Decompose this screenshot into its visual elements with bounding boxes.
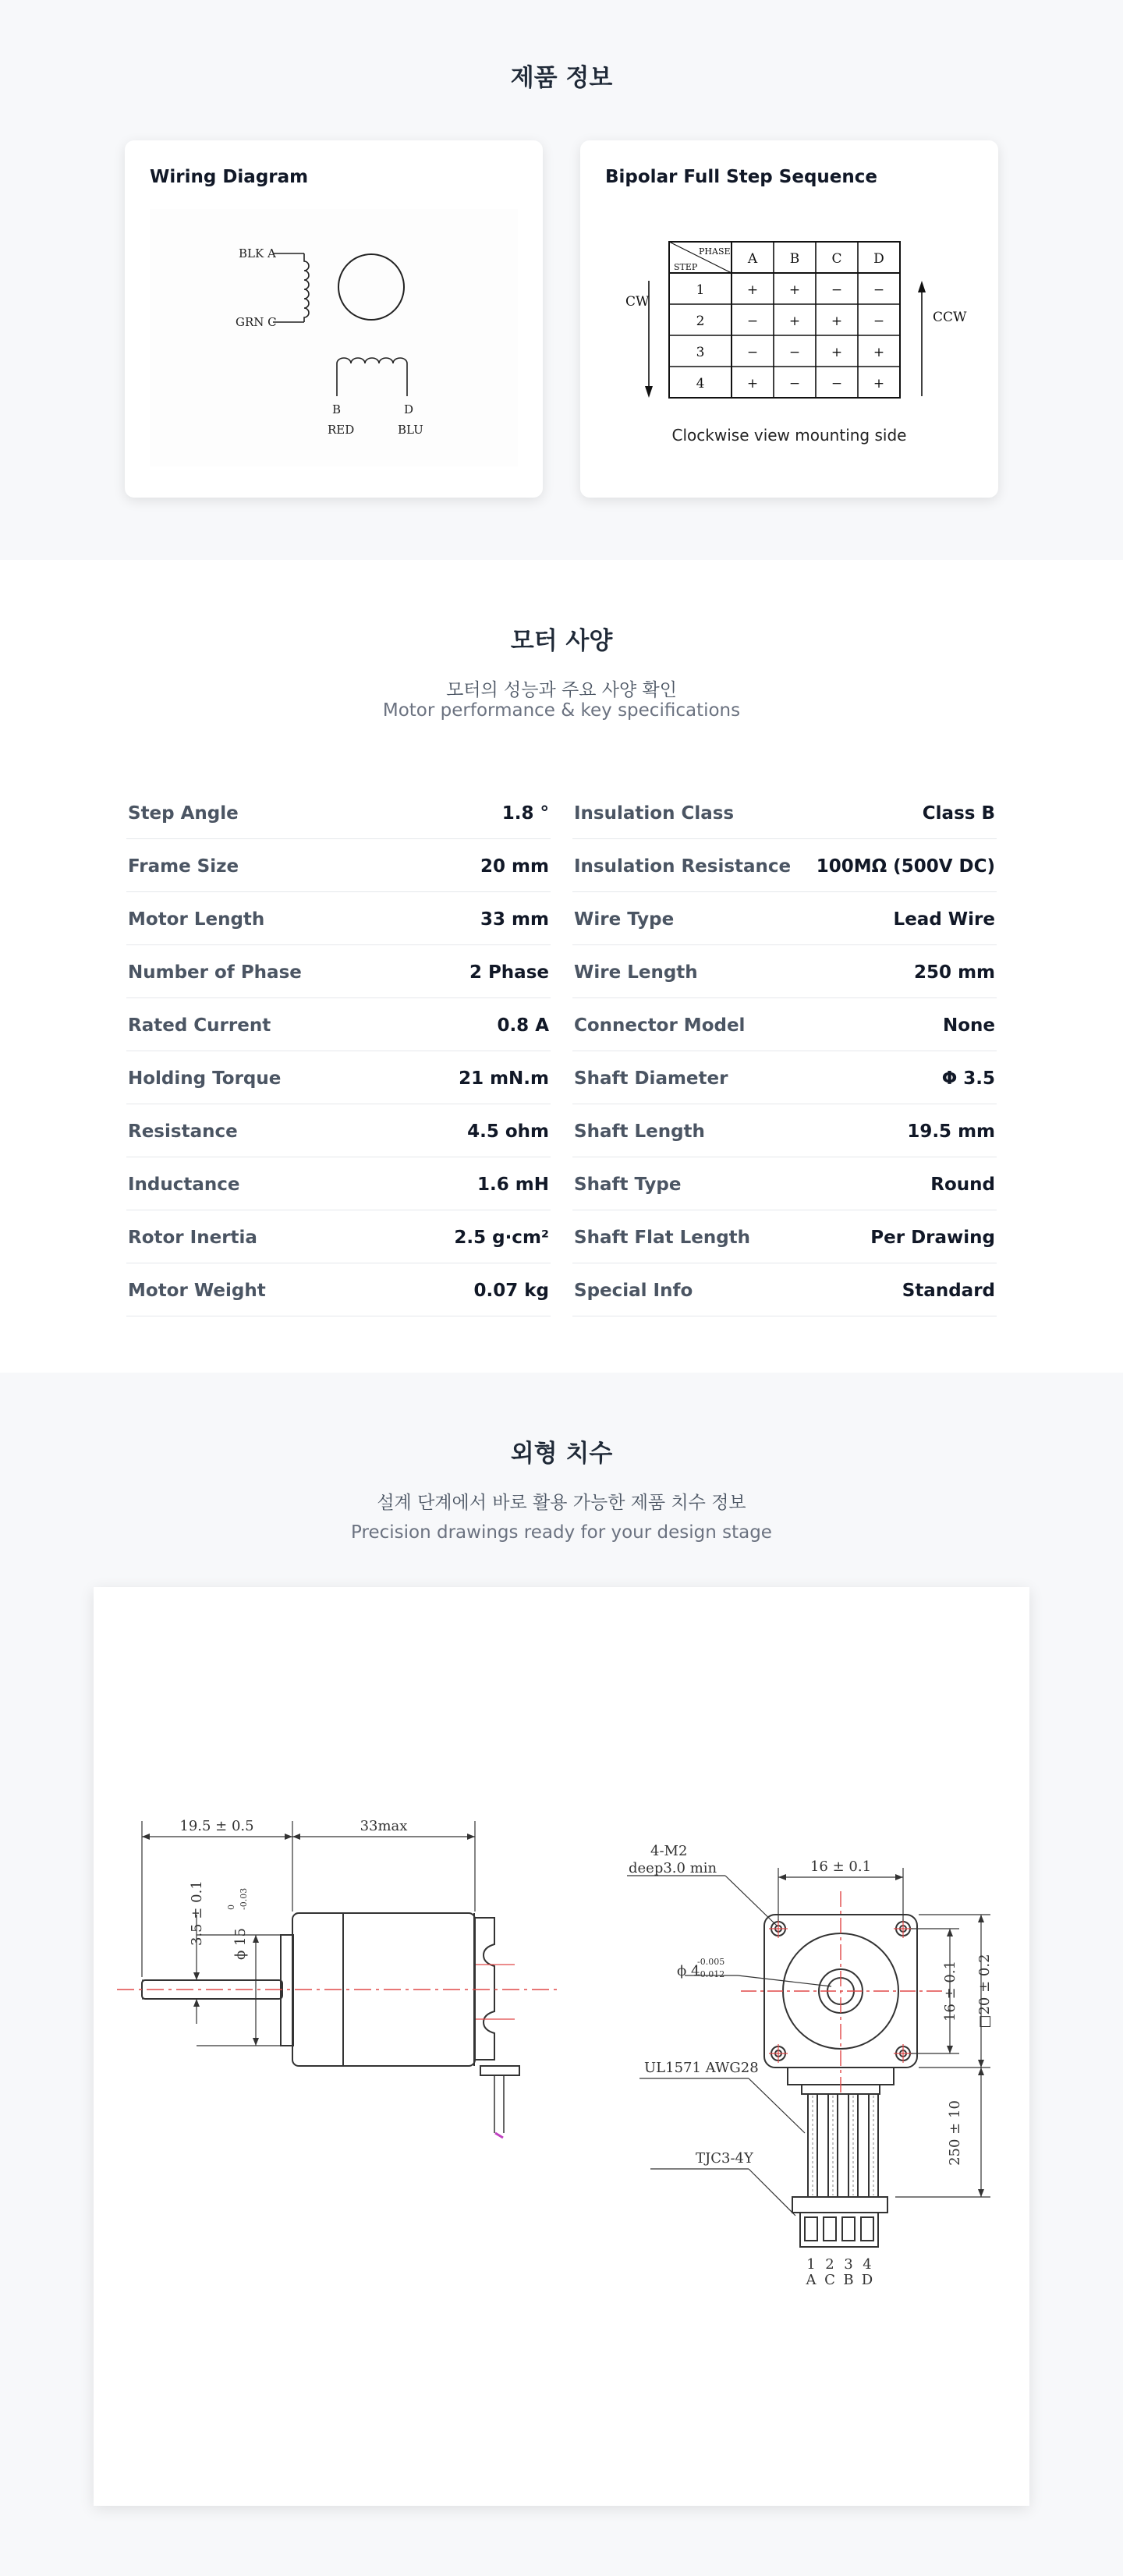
spec-row: [572, 1051, 997, 1104]
spec-row: [126, 1104, 551, 1157]
dim-wire-spec: UL1571 AWG28: [644, 2060, 759, 2076]
dim-hole-pitch-vertical: 16 ± 0.1: [942, 1960, 958, 2022]
spec-label: Wire Type: [574, 909, 675, 930]
step-1: 1: [696, 282, 705, 298]
spec-label: Rotor Inertia: [128, 1228, 257, 1248]
dimensions-subtitle-kr: 설계 단계에서 바로 활용 가능한 제품 치수 정보: [377, 1493, 746, 1513]
spec-value: Φ 3.5: [941, 1068, 995, 1089]
spec-label: Special Info: [574, 1281, 693, 1301]
dim-screw-depth: deep3.0 min: [629, 1860, 717, 1876]
spec-row: [126, 1263, 551, 1316]
col-d: D: [873, 251, 884, 267]
cell-4b: −: [788, 376, 801, 392]
cell-1b: +: [788, 282, 801, 298]
cell-2d: −: [873, 314, 885, 329]
spec-row: [572, 998, 997, 1051]
pin-number-2: 2: [825, 2256, 834, 2273]
spec-value: 100MΩ (500V DC): [816, 856, 995, 877]
dim-hole-pitch: 16 ± 0.1: [809, 1858, 872, 1875]
spec-label: Shaft Type: [574, 1175, 682, 1195]
step-3: 3: [696, 345, 705, 360]
wire-label-red: RED: [328, 423, 355, 437]
spec-value: Standard: [902, 1281, 995, 1301]
wire-label-grn-c: GRN C: [236, 315, 277, 329]
cell-4a: +: [746, 376, 759, 392]
step-sequence-title: Bipolar Full Step Sequence: [605, 167, 877, 187]
wiring-diagram: [150, 209, 518, 466]
spec-label: Shaft Length: [574, 1121, 705, 1142]
spec-value: 21 mN.m: [459, 1068, 549, 1089]
spec-value: Class B: [922, 803, 995, 824]
step-sequence-table: [605, 234, 973, 452]
dim-pilot-tol-lower: -0.03: [239, 1887, 249, 1910]
pin-letter-d: D: [861, 2272, 873, 2288]
dimension-drawing-card: [94, 1587, 1029, 2506]
dimensions-title: 외형 치수: [510, 1440, 613, 1468]
spec-value: 4.5 ohm: [467, 1121, 549, 1142]
dimensions-section: [0, 1373, 1123, 2576]
spec-label: Step Angle: [128, 803, 239, 824]
dimensions-subtitle-en: Precision drawings ready for your design stage: [351, 1522, 772, 1543]
spec-label: Shaft Flat Length: [574, 1228, 751, 1248]
cell-2c: +: [831, 314, 843, 329]
ccw-label: CCW: [933, 310, 967, 325]
spec-row: [572, 892, 997, 945]
spec-value: Per Drawing: [870, 1228, 995, 1248]
spec-value: 1.6 mH: [477, 1175, 549, 1195]
spec-value: 19.5 mm: [907, 1121, 995, 1142]
spec-row: [572, 945, 997, 998]
spec-row: [572, 1104, 997, 1157]
wire-label-d: D: [404, 402, 414, 416]
dim-shaft-tol-lower: -0.012: [697, 1969, 725, 1979]
cell-4c: −: [831, 376, 843, 392]
dimension-drawing: [94, 1587, 1029, 2506]
spec-row: [126, 1157, 551, 1210]
wire-label-b: B: [332, 402, 342, 416]
wire-label-blu: BLU: [398, 423, 423, 437]
cw-label: CW: [625, 294, 650, 310]
dim-screw: 4-M2: [650, 1843, 688, 1859]
product-info-section: [0, 0, 1123, 560]
spec-row: [126, 786, 551, 839]
cell-3b: −: [788, 345, 801, 360]
spec-label: Number of Phase: [128, 962, 302, 983]
spec-value: 250 mm: [914, 962, 995, 983]
specs-subtitle-en: Motor performance & key specifications: [382, 700, 741, 721]
col-c: C: [831, 251, 842, 267]
spec-label: Connector Model: [574, 1015, 746, 1036]
pin-number-4: 4: [863, 2256, 872, 2273]
wire-label-blk-a: BLK A: [239, 246, 276, 260]
wiring-diagram-title: Wiring Diagram: [150, 167, 309, 187]
spec-label: Insulation Class: [574, 803, 735, 824]
spec-value: 33 mm: [480, 909, 549, 930]
pin-number-3: 3: [844, 2256, 853, 2273]
specs-title: 모터 사양: [510, 627, 613, 655]
step-4: 4: [696, 376, 705, 392]
spec-value: None: [942, 1015, 995, 1036]
spec-label: Holding Torque: [128, 1068, 282, 1089]
cell-3c: +: [831, 345, 843, 360]
product-info-title: 제품 정보: [510, 64, 613, 92]
dim-lead-length: 250 ± 10: [947, 2100, 963, 2166]
cell-1a: +: [746, 282, 759, 298]
pin-letter-a: A: [806, 2272, 817, 2288]
col-b: B: [789, 251, 800, 267]
dim-frame: □20 ± 0.2: [976, 1954, 993, 2029]
spec-label: Resistance: [128, 1121, 238, 1142]
pin-letter-b: B: [843, 2272, 854, 2288]
spec-row: [126, 1210, 551, 1263]
spec-label: Frame Size: [128, 856, 239, 877]
cell-3a: −: [746, 345, 759, 360]
cell-4d: +: [873, 376, 885, 392]
dim-connector: TJC3-4Y: [696, 2150, 753, 2167]
spec-label: Rated Current: [128, 1015, 271, 1036]
sequence-caption: Clockwise view mounting side: [671, 426, 907, 445]
cell-1c: −: [831, 282, 843, 298]
pin-number-1: 1: [806, 2256, 816, 2273]
motor-specs-section: [0, 560, 1123, 1373]
spec-row: [126, 892, 551, 945]
pin-letter-c: C: [824, 2272, 835, 2288]
spec-value: 0.07 kg: [473, 1281, 549, 1301]
spec-label: Inductance: [128, 1175, 240, 1195]
dim-pilot-diameter: ϕ 15: [232, 1928, 249, 1960]
spec-value: Round: [930, 1175, 995, 1195]
spec-row: [126, 839, 551, 892]
spec-row: [572, 839, 997, 892]
spec-label: Wire Length: [574, 962, 698, 983]
spec-row: [572, 1157, 997, 1210]
spec-value: 0.8 A: [497, 1015, 549, 1036]
dim-shaft-offset: 3.5 ± 0.1: [189, 1880, 205, 1946]
spec-row: [126, 998, 551, 1051]
spec-row: [572, 1263, 997, 1316]
spec-row: [572, 786, 997, 839]
dim-pilot-tol-upper: 0: [226, 1905, 236, 1910]
step-sequence-card: [580, 140, 998, 498]
spec-row: [572, 1210, 997, 1263]
header-step: STEP: [674, 262, 698, 272]
dim-shaft-diameter: ϕ 4: [677, 1963, 700, 1979]
spec-label: Shaft Diameter: [574, 1068, 728, 1089]
spec-label: Motor Length: [128, 909, 265, 930]
dim-shaft-tol-upper: -0.005: [697, 1957, 725, 1967]
spec-value: 2 Phase: [469, 962, 549, 983]
spec-row: [126, 945, 551, 998]
spec-value: 1.8 °: [501, 803, 549, 824]
spec-label: Motor Weight: [128, 1281, 266, 1301]
cell-3d: +: [873, 345, 885, 360]
spec-value: 2.5 g·cm²: [454, 1228, 549, 1248]
cell-2b: +: [788, 314, 801, 329]
spec-value: Lead Wire: [893, 909, 995, 930]
step-2: 2: [696, 314, 705, 329]
col-a: A: [747, 251, 758, 267]
dim-shaft-length: 19.5 ± 0.5: [179, 1818, 254, 1834]
spec-label: Insulation Resistance: [574, 856, 792, 877]
cell-1d: −: [873, 282, 885, 298]
dim-body-length: 33max: [360, 1818, 408, 1834]
specs-subtitle-kr: 모터의 성능과 주요 사양 확인: [446, 680, 677, 700]
wiring-diagram-card: [125, 140, 543, 498]
spec-value: 20 mm: [480, 856, 549, 877]
spec-row: [126, 1051, 551, 1104]
cell-2a: −: [746, 314, 759, 329]
header-phase: PHASE: [699, 246, 731, 257]
